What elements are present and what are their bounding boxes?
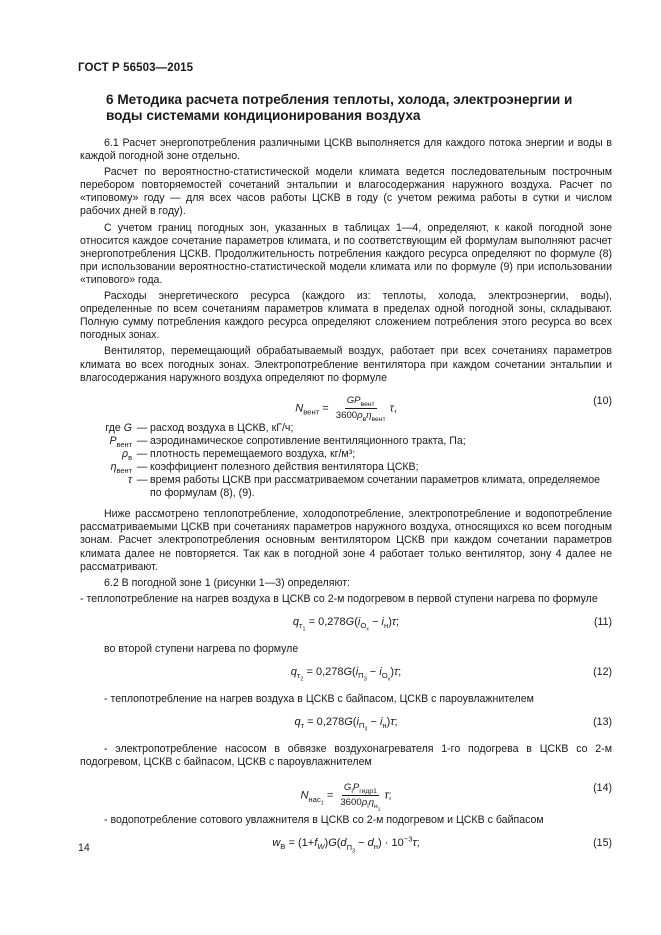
definition-row: τ — время работы ЦСКВ при рассматриваемом сочетании параметров климата, определяемое по формулам (8), (9). <box>128 474 601 500</box>
paragraph-5: Вентилятор, перемещающий обрабатываемый воздух, работает при всех сочетаниях параметров климата во всех погодных зонах. Электропотребление вентилятора при каждом сочетании энтальпии и влагосодержания наружного воздуха определяют по формуле <box>80 345 612 384</box>
definition-row: $\eta_{вент}$ — коэффициент полезного действия вентилятора ЦСКВ; <box>110 460 419 476</box>
equation-number: (10) <box>593 394 612 407</box>
equation-10-expression: $N_{вент}$ = $\frac{GP_{вент}}{3600\rho_в\eta_{вент}}$ τ, <box>295 394 397 423</box>
equation-14-expression: $N_{нас_1}$ = $\frac{G_lP_{гидр1}}{3600\rho_l\eta_{н_1}}$ τ; <box>300 782 392 812</box>
item-heat-bypass: - теплопотребление на нагрев воздуха в ЦСКВ с байпасом, ЦСКВ с пароувлажнителем <box>104 693 534 705</box>
paragraph-6-2: 6.2 В погодной зоне 1 (рисунки 1—3) определяют: <box>104 576 350 589</box>
equation-13-expression: $q_т = 0,278G(i_{П_3} - i_н)\tau$; <box>294 716 398 733</box>
equation-number: (11) <box>593 615 612 628</box>
equation-15 <box>80 830 612 860</box>
equation-11-expression: $q_{т_1} = 0,278G(i_{О_х} - i_н)\tau$; <box>292 615 400 633</box>
definition-row: где G — расход воздуха в ЦСКВ, кГ/ч; <box>105 421 294 434</box>
item-heat-first-stage: - теплопотребление на нагрев воздуха в ЦСКВ со 2-м подогревом в первой ступени нагрева по формуле <box>80 592 598 605</box>
paragraph-6: Ниже рассмотрено теплопотребление, холодопотребление, электропотребление и водопотребление рассматриваемыми ЦСКВ при сочетаниях параметров наружного воздуха, относящихся ко всем погодным зонам. Расчет электропотребления основным вентилятором ЦСКВ при каждом сочетании параметров климата далее не повторяется. Так как в погодной зоне 4 работает только вентилятор, зону 4 далее не рассматривают. <box>80 508 612 573</box>
equation-number: (15) <box>593 837 612 850</box>
equation-14 <box>80 772 612 810</box>
definition-row: $\rho_в$ — плотность перемещаемого воздуха, кг/м³; <box>121 447 356 462</box>
paragraph-6-1: 6.1 Расчет энергопотребления различными ЦСКВ выполняется для каждого потока энергии и воды в каждой погодной зоне отдельно. <box>80 137 612 163</box>
equation-11 <box>80 609 612 639</box>
paragraph-4: Расходы энергетического ресурса (каждого из: теплоты, холода, электроэнергии, воды), определенные по всем сочетаниям параметров климата в пределах одной погодной зоны, складывают. Полную сумму потребления каждого ресурса определяют сложением потребления этого ресурса во всех погодных зонах. <box>80 290 612 342</box>
item-water-consumption: - водопотребление сотового увлажнителя в ЦСКВ со 2-м подогревом и ЦСКВ с байпасом <box>104 814 544 827</box>
equation-12 <box>80 659 612 689</box>
equation-number: (12) <box>593 666 612 678</box>
paragraph-3: С учетом границ погодных зон, указанных в таблицах 1—4, определяют, к какой погодной зоне относится каждое сочетание параметров климата, и по соответствующим ей формулам выполняют расчет энергопотребления ЦСКВ. Продолжительность потребления каждого ресурса определяют по формуле (8) при использовании вероятностно-статистической модели климата или по формуле (9) при использовании «типового» года. <box>80 221 612 286</box>
equation-number: (13) <box>593 716 612 729</box>
page-number: 14 <box>78 842 90 854</box>
definition-row: $P_{вент}$ — аэродинамическое сопротивление вентиляционного тракта, Па; <box>109 434 466 449</box>
item-pump-electricity: - электропотребление насосом в обвязке воздухонагревателя 1-го подогрева в ЦСКВ со 2-м подогревом, ЦСКВ с байпасом, ЦСКВ с пароувлажнителем <box>80 743 612 769</box>
equation-10 <box>80 388 612 423</box>
document-header: ГОСТ Р 56503—2015 <box>78 62 194 74</box>
paragraph-2: Расчет по вероятностно-статистической модели климата ведется последовательным построчным перебором повторяемостей сочетаний энтальпии и влагосодержания наружного воздуха. Расчет по «типовому» году — для всех часов работы ЦСКВ в году (с учетом режима работы в сутки и числом рабочих дней в году). <box>80 166 612 218</box>
equation-number: (14) <box>593 782 612 795</box>
symbol-definitions <box>80 422 612 501</box>
equation-13 <box>80 709 612 739</box>
section-heading: 6 Методика расчета потребления теплоты, холода, электроэнергии и воды системами кондиционирования воздуха <box>106 92 573 123</box>
equation-15-expression: $w_В = (1+f_W)G(d_{П_3} - d_н) \cdot 10^{-3}\tau$; <box>272 834 420 855</box>
document-body <box>80 92 612 864</box>
item-heat-second-stage: во второй ступени нагрева по формуле <box>104 642 299 655</box>
equation-12-expression: $q_{т_2} = 0,278G(i_{П_3} - i_{О_х})\tau$; <box>290 666 402 683</box>
